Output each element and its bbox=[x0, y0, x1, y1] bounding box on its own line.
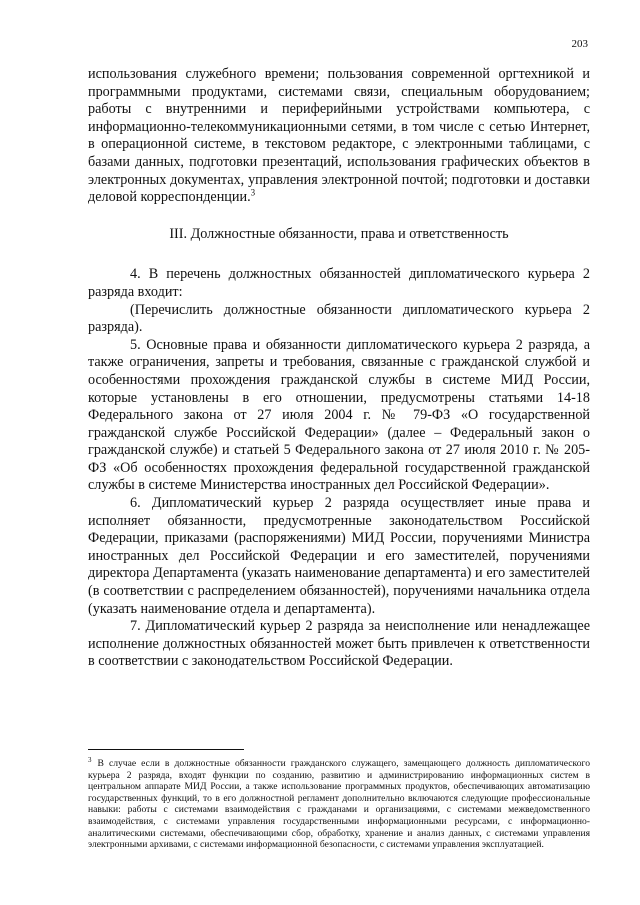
footnote-reference[interactable]: 3 bbox=[250, 187, 256, 198]
intro-paragraph-text: использования служебного времени; пользования современной оргтехникой и программными продуктами, системами связи, специальным оборудованием; работы с внутренними и периферийными устройствами компьютера, с информационно-телекоммуникационными сетями, в том числе с сетью Интернет, в операционной системе, в текстовом редакторе, с электронными таблицами, с базами данных, подготовки презентаций, использования графических объектов в электронных документах, управления электронной почтой; подготовки и доставки деловой корреспонденции. bbox=[88, 66, 590, 206]
footnote bbox=[88, 755, 590, 851]
page-number: 203 bbox=[571, 38, 588, 50]
document-body bbox=[88, 66, 590, 671]
intro-paragraph bbox=[88, 66, 590, 207]
section-heading: III. Должностные обязанности, права и ответственность bbox=[169, 225, 509, 242]
paragraph-4-placeholder: (Перечислить должностные обязанности дипломатического курьера 2 разряда). bbox=[88, 301, 590, 336]
paragraph-6: 6. Дипломатический курьер 2 разряда осуществляет иные права и исполняет обязанности, предусмотренные законодательством Российской Федерации, приказами (распоряжениями) МИД России, поручениями Министра иностранных дел Российской Федерации и его заместителей, поручениями директора Департамента (указать наименование департамента) и его заместителей (в соответствии с распределением обязанностей), поручениями начальника отдела (указать наименование отдела и департамента). bbox=[88, 495, 590, 617]
footnote-text: В случае если в должностные обязанности гражданского служащего, замещающего должность дипломатического курьера 2 разряда, входят функции по созданию, развитию и администрированию информационных систем в центральном аппарате МИД России, а также использование программных продуктов, обеспечивающих автоматизацию государственных функций, то в его должностной регламент дополнительно включаются следующие профессиональные навыки: работы с системами взаимодействия с гражданами и организациями, с системами межведомственного взаимодействия, с системами управления государственными информационными ресурсами, с информационно-аналитическими системами, обеспечивающими сбор, обработку, хранение и анализ данных, с системами управления электронными архивами, с системами информационной безопасности, с системами управления эксплуатацией. bbox=[88, 758, 590, 851]
footnote-mark: 3 bbox=[88, 755, 92, 764]
footnote-divider bbox=[88, 749, 244, 750]
paragraph-4: 4. В перечень должностных обязанностей дипломатического курьера 2 разряда входит: bbox=[88, 266, 590, 300]
paragraph-7: 7. Дипломатический курьер 2 разряда за неисполнение или ненадлежащее исполнение должностных обязанностей может быть привлечен к ответственности в соответствии с законодательством Российской Федерации. bbox=[88, 618, 590, 670]
paragraph-5: 5. Основные права и обязанности дипломатического курьера 2 разряда, а также ограничения, запреты и требования, связанные с гражданской службой и особенностями прохождения гражданской службы в системе МИД России, которые установлены в его отношении, предусмотрены статьями 14-18 Федерального закона от 27 июля 2004 г. № 79-ФЗ «О государственной гражданской службе Российской Федерации» (далее – Федеральный закон о гражданской службе) и статьей 5 Федерального закона от 27 июля 2010 г. № 205-ФЗ «Об особенностях прохождения федеральной государственной гражданской службы в системе Министерства иностранных дел Российской Федерации». bbox=[88, 336, 590, 494]
